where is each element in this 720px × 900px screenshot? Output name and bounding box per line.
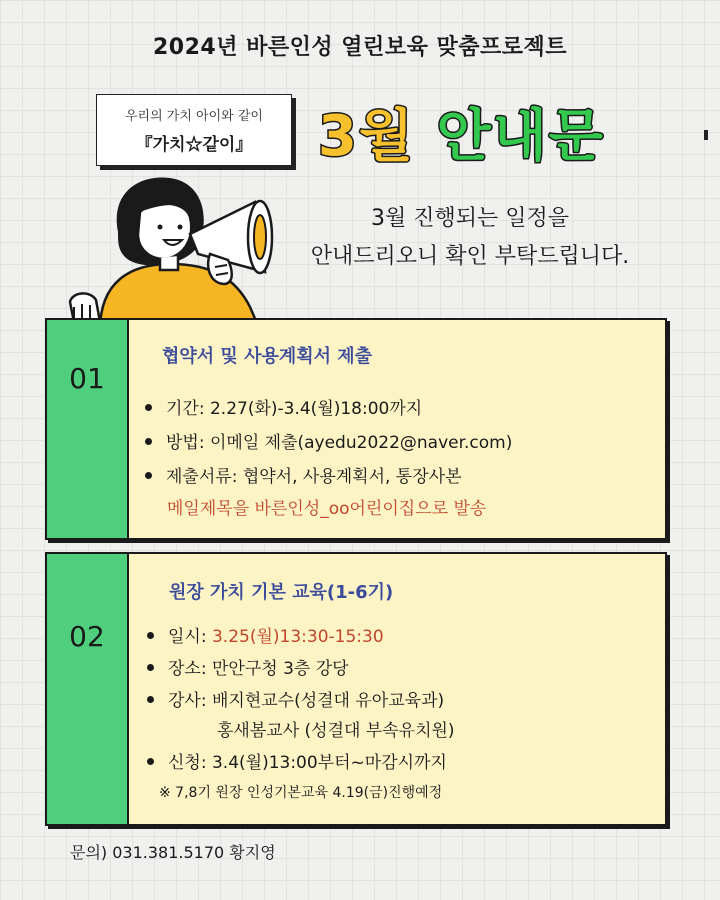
list-item	[145, 394, 422, 419]
footnote: ※ 7,8기 원장 인성기본교육 4.19(금)진행예정	[159, 785, 443, 801]
section-card-02	[45, 552, 667, 826]
title-notice: 안내문	[436, 104, 605, 169]
list-item-text: 제출서류: 협약서, 사용계획서, 통장사본	[166, 467, 462, 487]
section-number: 01	[69, 362, 105, 395]
bullet	[147, 664, 154, 671]
intro-line-1: 3월 진행되는 일정을	[371, 206, 569, 231]
logo-box	[96, 94, 292, 166]
email-subject-note: 메일제목을 바른인성_oo어린이집으로 발송	[167, 499, 487, 519]
list-item	[145, 462, 462, 487]
bullet	[147, 632, 154, 639]
edge-decoration	[704, 130, 708, 140]
logo-title: 『가치☆같이』	[135, 135, 253, 155]
project-title: 2024년 바른인성 열린보육 맞춤프로젝트	[153, 35, 567, 60]
bullet	[145, 472, 152, 479]
schedule-time: 3.25(월)13:30-15:30	[211, 627, 384, 647]
section-number-strip	[47, 320, 129, 538]
page-title	[318, 92, 605, 172]
list-item-text: 기간: 2.27(화)-3.4(월)18:00까지	[166, 399, 423, 419]
contact-info: 문의) 031.381.5170 황지영	[70, 843, 276, 862]
intro-line-2: 안내드리오니 확인 부탁드립니다.	[310, 244, 630, 269]
section-heading: 협약서 및 사용계획서 제출	[162, 346, 373, 367]
list-item-text: 방법: 이메일 제출(ayedu2022@naver.com)	[166, 433, 513, 453]
bullet	[147, 758, 154, 765]
list-item	[147, 654, 349, 679]
list-item	[145, 428, 512, 453]
list-item-text: 장소: 만안구청 3층 강당	[168, 659, 349, 679]
bullet	[147, 696, 154, 703]
list-item	[147, 748, 447, 773]
list-item-text: 신청: 3.4(월)13:00부터~마감시까지	[168, 753, 447, 773]
section-number: 02	[69, 620, 105, 653]
list-item-text: 일시:	[168, 627, 212, 647]
bullet	[145, 438, 152, 445]
section-card-01	[45, 318, 667, 540]
section-heading: 원장 가치 기본 교육(1-6기)	[169, 582, 394, 603]
lecturer-2: 홍새봄교사 (성결대 부속유치원)	[217, 721, 455, 741]
list-item	[147, 622, 384, 647]
bullet	[145, 404, 152, 411]
intro-text	[270, 200, 670, 276]
list-item	[147, 686, 444, 711]
list-item-text: 강사: 배지현교수(성결대 유아교육과)	[168, 691, 445, 711]
person-megaphone-illustration	[60, 172, 290, 330]
section-number-strip	[47, 554, 129, 824]
logo-subtitle: 우리의 가치 아이와 같이	[125, 109, 263, 124]
title-month: 3월	[318, 104, 416, 169]
